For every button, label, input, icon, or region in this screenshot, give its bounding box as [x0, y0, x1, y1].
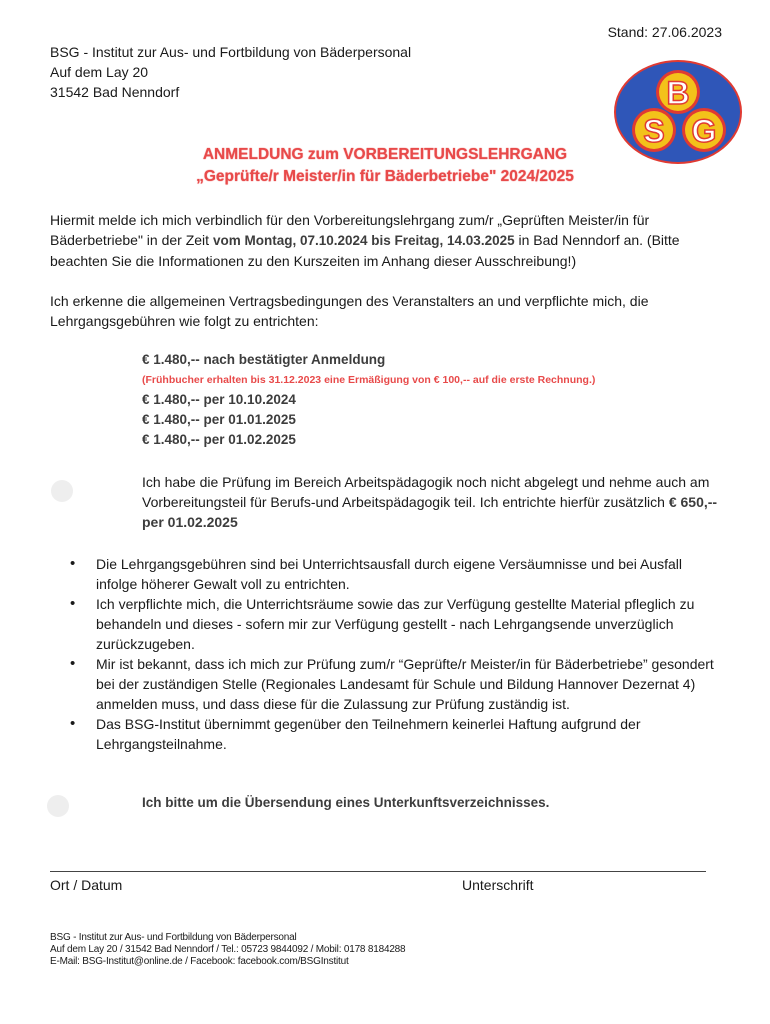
address-line: 31542 Bad Nenndorf	[50, 84, 180, 100]
exam-option-text	[142, 472, 722, 532]
footer-line: E-Mail: BSG-Institut@online.de / Facebook: facebook.com/BSGInstitut	[50, 956, 349, 967]
course-dates: vom Montag, 07.10.2024 bis Freitag, 14.03.2025	[212, 233, 515, 248]
exam-option-description: Ich habe die Prüfung im Bereich Arbeitspädagogik noch nicht abgelegt und nehme auch am Vorbereitungsteil für Berufs-und Arbeitspädagogik teil. Ich entrichte hierfür zusätzlich	[142, 474, 710, 510]
list-item: • Die Lehrgangsgebühren sind bei Unterrichtsausfall durch eigene Versäumnisse und bei Ausfall infolge höherer Gewalt voll zu entrichten.	[68, 554, 718, 594]
footer	[50, 932, 405, 968]
address-line: BSG - Institut zur Aus- und Fortbildung von Bäderpersonal	[50, 44, 412, 60]
logo-letter: S	[643, 113, 665, 149]
intro-paragraph	[50, 210, 730, 271]
exam-option-amount: € 650,-- per 01.02.2025	[142, 494, 718, 530]
title-line: „Geprüfte/r Meister/in für Bäderbetriebe" 2024/2025	[196, 168, 574, 185]
title-line: ANMELDUNG zum VORBEREITUNGSLEHRGANG	[202, 146, 568, 163]
fee-item: € 1.480,-- nach bestätigter Anmeldung	[142, 352, 386, 367]
conditions-list	[68, 554, 718, 754]
exam-option-checkbox[interactable]	[51, 480, 73, 502]
sender-address	[50, 42, 411, 102]
lodging-option-checkbox[interactable]	[47, 795, 69, 817]
footer-line: Auf dem Lay 20 / 31542 Bad Nenndorf / Tel.: 05723 9844092 / Mobil: 0178 8184288	[50, 944, 406, 955]
intro-text: in Bad Nenndorf an. (Bitte beachten Sie die Informationen zu den Kurszeiten im Anhang dieser Ausschreibung!)	[50, 232, 680, 269]
fee-schedule	[142, 350, 742, 450]
fee-item: € 1.480,-- per 10.10.2024	[142, 392, 296, 407]
place-date-label: Ort / Datum	[50, 877, 123, 893]
stand-date: Stand: 27.06.2023	[607, 24, 722, 40]
signature-line	[50, 871, 706, 872]
document-title	[120, 144, 650, 188]
fee-item: € 1.480,-- per 01.02.2025	[142, 432, 296, 447]
intro-text: Hiermit melde ich mich verbindlich für den Vorbereitungslehrgang zum/r „Geprüften Meister/in für Bäderbetriebe" in der Zeit	[50, 212, 650, 248]
footer-line: BSG - Institut zur Aus- und Fortbildung von Bäderpersonal	[50, 932, 297, 943]
list-item: • Mir ist bekannt, dass ich mich zur Prüfung zum/r “Geprüfte/r Meister/in für Bäderbetriebe” gesondert bei der zuständigen Stelle (Regionales Landesamt für Schule und Bildung Hannover Dezernat 4) anmelden muss, und dass diese für die Zulassung zur Prüfung zuständig ist.	[68, 654, 718, 714]
early-bird-note: (Frühbucher erhalten bis 31.12.2023 eine Ermäßigung von € 100,-- auf die erste Rechnung.)	[142, 374, 596, 386]
lodging-option-text: Ich bitte um die Übersendung eines Unterkunftsverzeichnisses.	[142, 795, 550, 810]
fee-item: € 1.480,-- per 01.01.2025	[142, 412, 296, 427]
terms-paragraph: Ich erkenne die allgemeinen Vertragsbedingungen des Veranstalters an und verpflichte mich, die Lehrgangsgebühren wie folgt zu entrichten:	[50, 293, 649, 329]
logo-letter: G	[691, 113, 717, 149]
address-line: Auf dem Lay 20	[50, 64, 149, 80]
list-item: • Ich verpflichte mich, die Unterrichtsräume sowie das zur Verfügung gestellte Material pfleglich zu behandeln und dieses - sofern mir zur Verfügung gestellt - nach Lehrgangsende unverzüglich zurückzugeben.	[68, 594, 718, 654]
signature-label: Unterschrift	[462, 877, 534, 893]
list-item: • Das BSG-Institut übernimmt gegenüber den Teilnehmern keinerlei Haftung aufgrund der Lehrgangsteilnahme.	[68, 714, 718, 754]
logo-letter: B	[666, 75, 690, 111]
